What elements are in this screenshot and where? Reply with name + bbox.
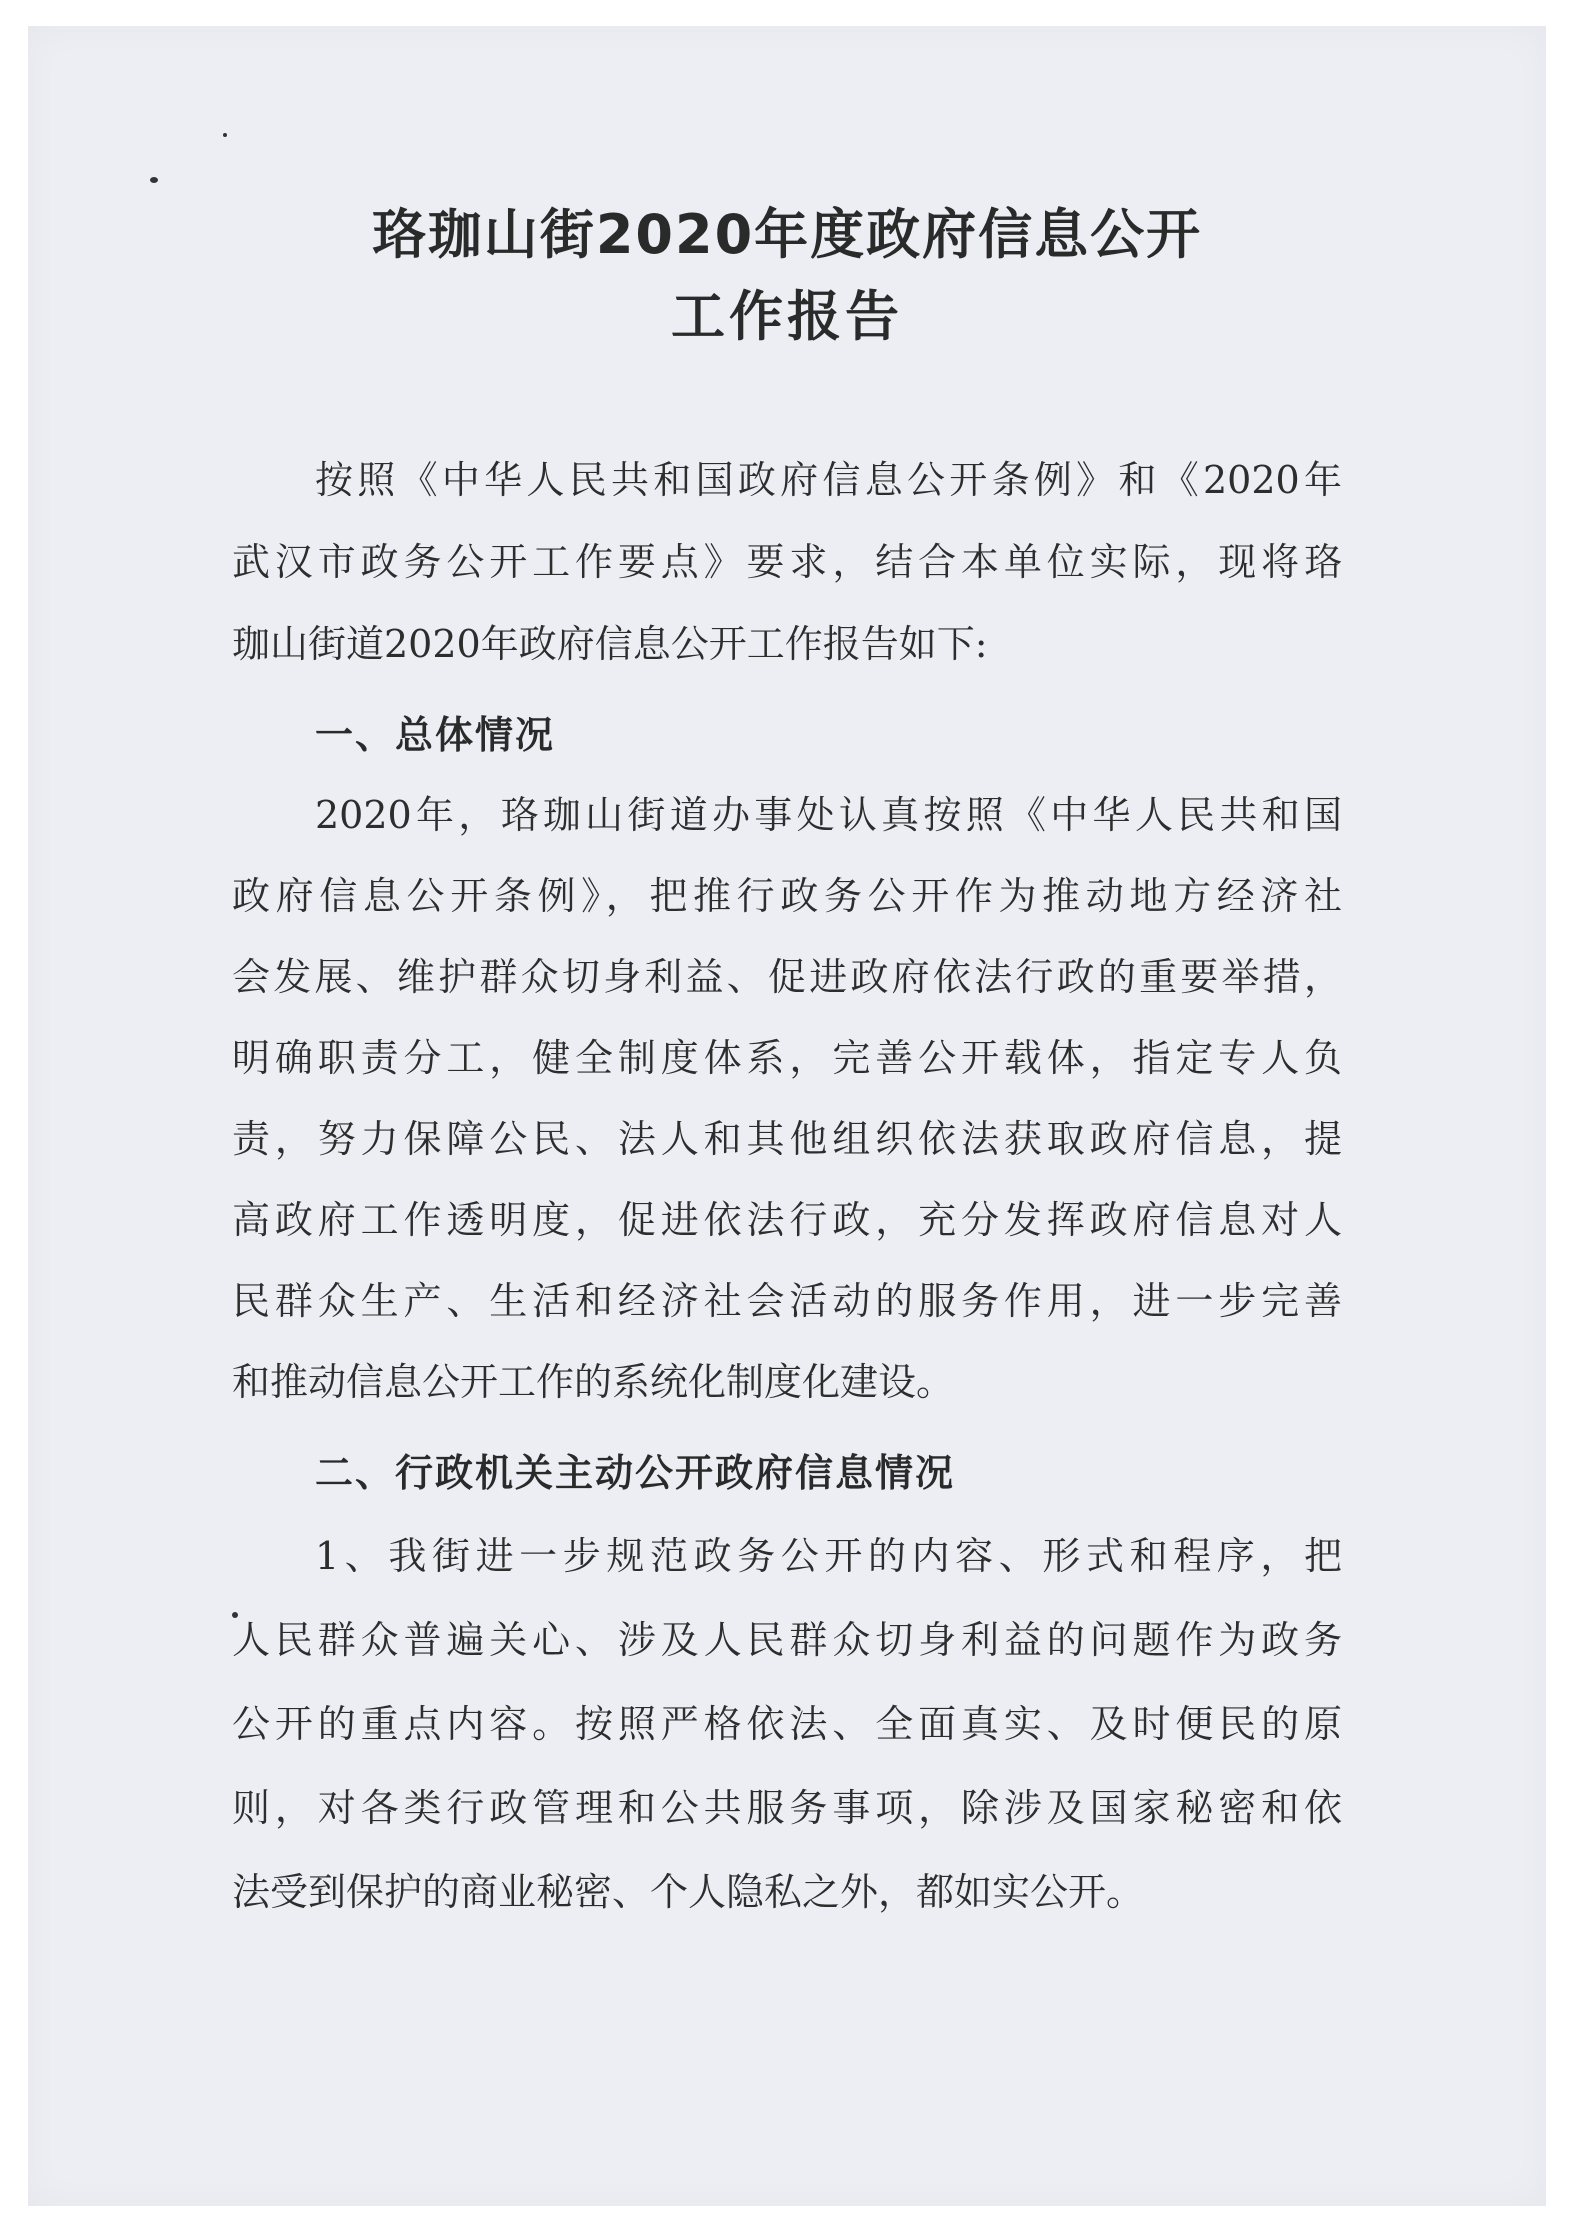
paragraph-line: 人民群众普遍关心、涉及人民群众切身利益的问题作为政务 — [232, 1618, 1342, 1662]
intro-line: 武汉市政务公开工作要点》要求，结合本单位实际，现将珞 — [232, 540, 1342, 584]
paragraph-line: 明确职责分工，健全制度体系，完善公开载体，指定专人负 — [232, 1036, 1342, 1080]
page-title: 珞珈山街2020年度政府信息公开 — [371, 203, 1203, 266]
intro-line: 珈山街道2020年政府信息公开工作报告如下: — [232, 622, 988, 666]
scan-speck — [150, 177, 158, 183]
scan-speck — [223, 133, 227, 137]
page-title-continued: 工作报告 — [671, 285, 903, 348]
paragraph-line: 法受到保护的商业秘密、个人隐私之外，都如实公开。 — [232, 1870, 1145, 1914]
paragraph-line: 会发展、维护群众切身利益、促进政府依法行政的重要举措， — [232, 955, 1342, 999]
paragraph-line: 责，努力保障公民、法人和其他组织依法获取政府信息，提 — [232, 1117, 1342, 1161]
paragraph-line: 则，对各类行政管理和公共服务事项，除涉及国家秘密和依 — [232, 1786, 1342, 1830]
intro-line: 按照《中华人民共和国政府信息公开条例》和《2020年 — [315, 458, 1342, 502]
paragraph-line: 1、我街进一步规范政务公开的内容、形式和程序，把 — [315, 1534, 1342, 1578]
paragraph-line: 和推动信息公开工作的系统化制度化建设。 — [232, 1360, 955, 1404]
section-heading: 一、总体情况 — [315, 713, 556, 757]
paragraph-line: 政府信息公开条例》，把推行政务公开作为推动地方经济社 — [232, 874, 1342, 918]
paragraph-line: 高政府工作透明度，促进依法行政，充分发挥政府信息对人 — [232, 1198, 1342, 1242]
paragraph-line: 民群众生产、生活和经济社会活动的服务作用，进一步完善 — [232, 1279, 1342, 1323]
paragraph-line: 公开的重点内容。按照严格依法、全面真实、及时便民的原 — [232, 1702, 1342, 1746]
section-heading: 二、行政机关主动公开政府信息情况 — [315, 1451, 956, 1495]
paragraph-line: 2020年，珞珈山街道办事处认真按照《中华人民共和国 — [315, 793, 1342, 837]
